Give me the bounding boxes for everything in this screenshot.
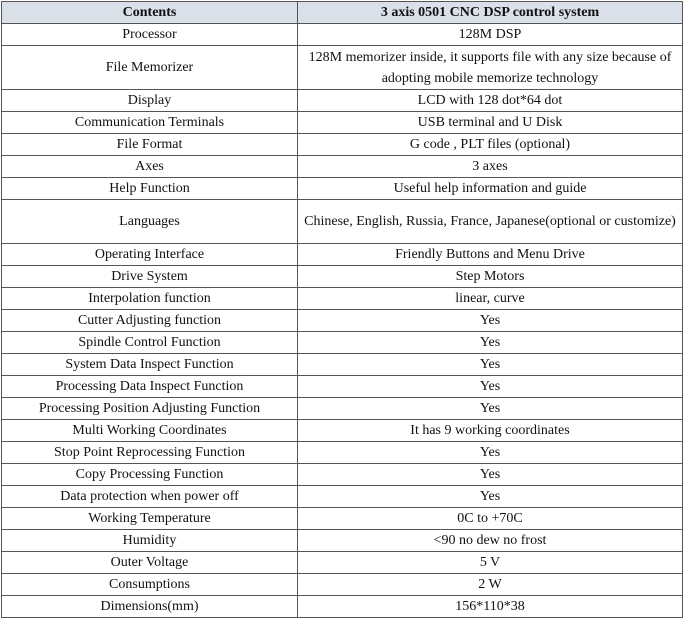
row-value: 156*110*38 bbox=[298, 596, 683, 618]
table-row bbox=[2, 156, 683, 178]
row-label: Axes bbox=[2, 156, 298, 178]
table-row bbox=[2, 266, 683, 288]
row-value: USB terminal and U Disk bbox=[298, 112, 683, 134]
table-row bbox=[2, 530, 683, 552]
row-label: Interpolation function bbox=[2, 288, 298, 310]
table-row bbox=[2, 332, 683, 354]
row-value: 0C to +70C bbox=[298, 508, 683, 530]
row-label: Stop Point Reprocessing Function bbox=[2, 442, 298, 464]
table-row bbox=[2, 398, 683, 420]
spec-table bbox=[1, 1, 683, 618]
row-value: Yes bbox=[298, 310, 683, 332]
table-body bbox=[2, 24, 683, 618]
row-value: Yes bbox=[298, 442, 683, 464]
row-label: Processing Position Adjusting Function bbox=[2, 398, 298, 420]
table-row bbox=[2, 552, 683, 574]
row-value: 128M DSP bbox=[298, 24, 683, 46]
row-value: Yes bbox=[298, 332, 683, 354]
row-label: Operating Interface bbox=[2, 244, 298, 266]
row-label: Copy Processing Function bbox=[2, 464, 298, 486]
row-label: Cutter Adjusting function bbox=[2, 310, 298, 332]
row-label: Help Function bbox=[2, 178, 298, 200]
row-value: Yes bbox=[298, 376, 683, 398]
row-label: Languages bbox=[2, 200, 298, 244]
table-row bbox=[2, 178, 683, 200]
row-label: Processing Data Inspect Function bbox=[2, 376, 298, 398]
table-row bbox=[2, 200, 683, 244]
table-row bbox=[2, 420, 683, 442]
row-label: File Format bbox=[2, 134, 298, 156]
row-value: LCD with 128 dot*64 dot bbox=[298, 90, 683, 112]
row-value: Step Motors bbox=[298, 266, 683, 288]
row-value: linear, curve bbox=[298, 288, 683, 310]
row-value: Yes bbox=[298, 398, 683, 420]
row-label: File Memorizer bbox=[2, 46, 298, 90]
row-label: Working Temperature bbox=[2, 508, 298, 530]
row-label: Consumptions bbox=[2, 574, 298, 596]
table-row bbox=[2, 574, 683, 596]
header-contents: Contents bbox=[2, 2, 298, 24]
row-value: It has 9 working coordinates bbox=[298, 420, 683, 442]
table-row bbox=[2, 134, 683, 156]
table-row bbox=[2, 508, 683, 530]
table-header-row bbox=[2, 2, 683, 24]
table-row bbox=[2, 376, 683, 398]
row-label: Multi Working Coordinates bbox=[2, 420, 298, 442]
header-system: 3 axis 0501 CNC DSP control system bbox=[298, 2, 683, 24]
table-row bbox=[2, 354, 683, 376]
table-row bbox=[2, 310, 683, 332]
row-label: Communication Terminals bbox=[2, 112, 298, 134]
row-value: Yes bbox=[298, 486, 683, 508]
row-label: System Data Inspect Function bbox=[2, 354, 298, 376]
row-value: 2 W bbox=[298, 574, 683, 596]
row-value: Yes bbox=[298, 354, 683, 376]
row-value: 3 axes bbox=[298, 156, 683, 178]
row-value: G code , PLT files (optional) bbox=[298, 134, 683, 156]
row-label: Spindle Control Function bbox=[2, 332, 298, 354]
row-label: Processor bbox=[2, 24, 298, 46]
table-row bbox=[2, 112, 683, 134]
table-row bbox=[2, 244, 683, 266]
row-label: Data protection when power off bbox=[2, 486, 298, 508]
row-value: Friendly Buttons and Menu Drive bbox=[298, 244, 683, 266]
table-row bbox=[2, 24, 683, 46]
table-row bbox=[2, 486, 683, 508]
table-row bbox=[2, 596, 683, 618]
table-row bbox=[2, 46, 683, 90]
row-label: Display bbox=[2, 90, 298, 112]
row-label: Drive System bbox=[2, 266, 298, 288]
table-row bbox=[2, 90, 683, 112]
row-value: 128M memorizer inside, it supports file with any size because of adopting mobile memorize technology bbox=[298, 46, 683, 90]
row-label: Dimensions(mm) bbox=[2, 596, 298, 618]
table-row bbox=[2, 288, 683, 310]
row-value: Useful help information and guide bbox=[298, 178, 683, 200]
table-row bbox=[2, 442, 683, 464]
table-row bbox=[2, 464, 683, 486]
row-value: Chinese, English, Russia, France, Japanese(optional or customize) bbox=[298, 200, 683, 244]
row-value: Yes bbox=[298, 464, 683, 486]
row-label: Outer Voltage bbox=[2, 552, 298, 574]
row-label: Humidity bbox=[2, 530, 298, 552]
row-value: 5 V bbox=[298, 552, 683, 574]
row-value: <90 no dew no frost bbox=[298, 530, 683, 552]
